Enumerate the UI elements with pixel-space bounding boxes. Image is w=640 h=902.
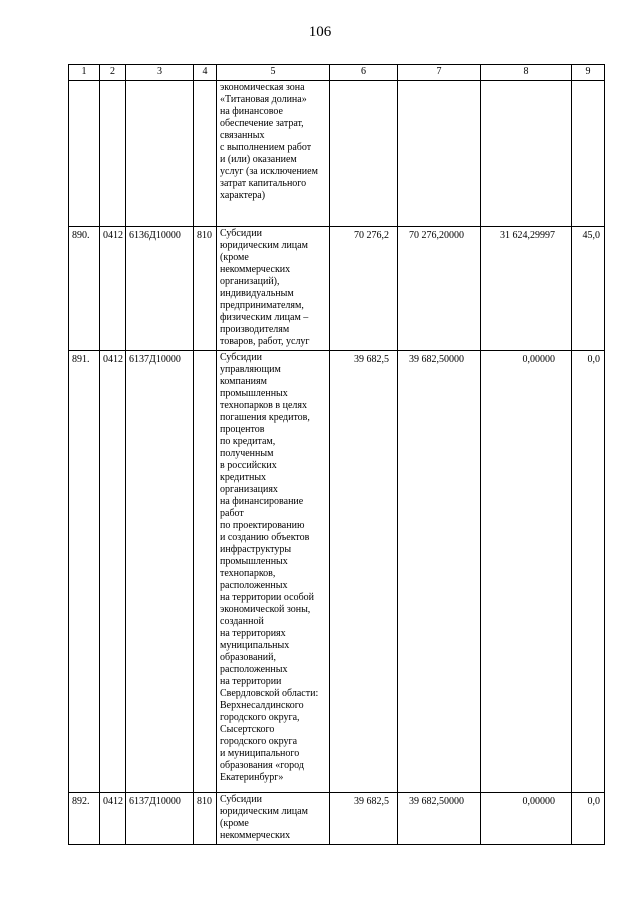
adjusted-amount: 39 682,50000: [398, 793, 481, 845]
header-cell: 3: [126, 65, 194, 81]
header-cell: 8: [481, 65, 572, 81]
target-code: [126, 81, 194, 227]
expense-type: 810: [194, 793, 217, 845]
expense-type: 810: [194, 227, 217, 351]
expense-type: [194, 351, 217, 793]
row-number: 891.: [69, 351, 100, 793]
execution-percent: [572, 81, 605, 227]
item-name: экономическая зона «Титановая долина» на финансовое обеспечение затрат, связанных с выполнением работ и (или) оказанием услуг (за исключением затрат капитального характера): [217, 81, 330, 227]
table-row: [69, 351, 605, 793]
table-row: [69, 81, 605, 227]
adjusted-amount: 70 276,20000: [398, 227, 481, 351]
expense-type: [194, 81, 217, 227]
plan-amount: 39 682,5: [330, 793, 398, 845]
adjusted-amount: 39 682,50000: [398, 351, 481, 793]
executed-amount: 0,00000: [481, 351, 572, 793]
table-header-row: [69, 65, 605, 81]
section-code: [100, 81, 126, 227]
table-row: [69, 227, 605, 351]
header-cell: 9: [572, 65, 605, 81]
header-cell: 2: [100, 65, 126, 81]
executed-amount: [481, 81, 572, 227]
target-code: 6137Д10000: [126, 793, 194, 845]
plan-amount: 70 276,2: [330, 227, 398, 351]
item-name: Субсидии юридическим лицам (кроме некоммерческих организаций), индивидуальным предпринимателям, физическим лицам – производителям товаров, работ, услуг: [217, 227, 330, 351]
header-cell: 4: [194, 65, 217, 81]
row-number: [69, 81, 100, 227]
header-cell: 5: [217, 65, 330, 81]
plan-amount: [330, 81, 398, 227]
row-number: 892.: [69, 793, 100, 845]
section-code: 0412: [100, 351, 126, 793]
item-name: Субсидии юридическим лицам (кроме некоммерческих: [217, 793, 330, 845]
adjusted-amount: [398, 81, 481, 227]
budget-table: [68, 64, 605, 845]
target-code: 6137Д10000: [126, 351, 194, 793]
header-cell: 7: [398, 65, 481, 81]
section-code: 0412: [100, 227, 126, 351]
item-name: Субсидии управляющим компаниям промышленных технопарков в целях погашения кредитов, процентов по кредитам, полученным в российских кредитных организациях на финансирование работ по проектированию и созданию объектов инфраструктуры промышленных технопарков, расположенных на территории особой экономической зоны, созданной на территориях муниципальных образований, расположенных на территории Свердловской области: Верхнесалдинского городского округа, Сысертского городского округа и муниципального образования «город Екатеринбург»: [217, 351, 330, 793]
execution-percent: 0,0: [572, 351, 605, 793]
row-number: 890.: [69, 227, 100, 351]
executed-amount: 31 624,29997: [481, 227, 572, 351]
table-row: [69, 793, 605, 845]
execution-percent: 0,0: [572, 793, 605, 845]
section-code: 0412: [100, 793, 126, 845]
executed-amount: 0,00000: [481, 793, 572, 845]
execution-percent: 45,0: [572, 227, 605, 351]
plan-amount: 39 682,5: [330, 351, 398, 793]
target-code: 6136Д10000: [126, 227, 194, 351]
page-number: 106: [308, 24, 332, 40]
header-cell: 6: [330, 65, 398, 81]
header-cell: 1: [69, 65, 100, 81]
